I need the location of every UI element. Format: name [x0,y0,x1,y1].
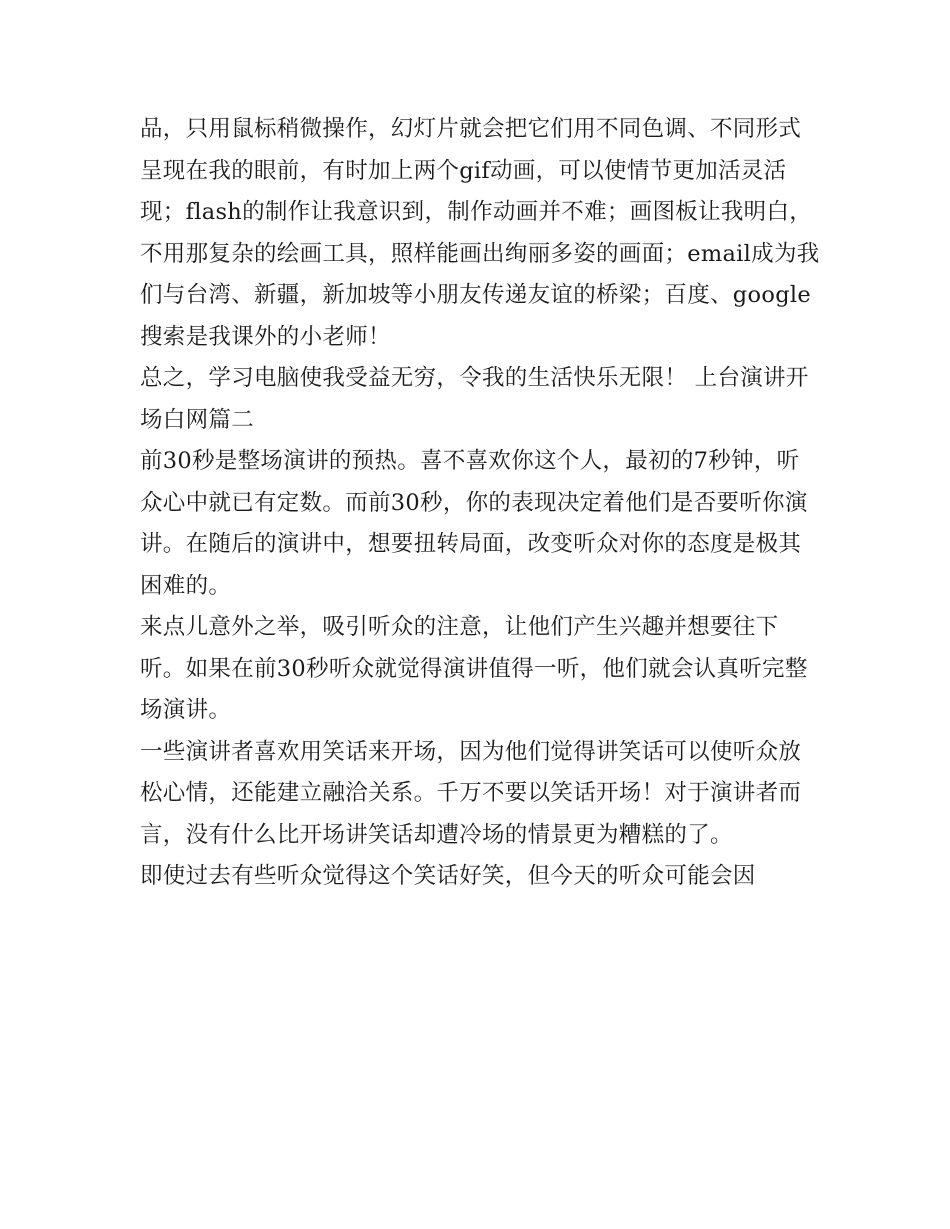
paragraph-surprise-opening: 来点儿意外之举，吸引听众的注意，让他们产生兴趣并想要往下听。如果在前30秒听众就觉得演讲值得一听，他们就会认真听完整场演讲。 [140,614,808,723]
paragraph-intro-continued: 品，只用鼠标稍微操作，幻灯片就会把它们用不同色调、不同形式呈现在我的眼前，有时加上两个gif动画，可以使情节更加活灵活现；flash的制作让我意识到，制作动画并不难；画图板让我明白，不用那复杂的绘画工具，照样能画出绚丽多姿的画面；email成为我们与台湾、新疆，新加坡等小朋友传递友谊的桥梁；百度、google搜索是我课外的小老师！ [140,116,820,350]
paragraph-joke-continued: 即使过去有些听众觉得这个笑话好笑，但今天的听众可能会因 [140,863,756,889]
paragraph-joke-opening: 一些演讲者喜欢用笑话来开场，因为他们觉得讲笑话可以使听众放松心情，还能建立融洽关系。千万不要以笑话开场！对于演讲者而言，没有什么比开场讲笑话却遭冷场的情景更为糟糕的了。 [140,738,802,848]
paragraph-summary-heading: 总之，学习电脑使我受益无穷，令我的生活快乐无限！ 上台演讲开场白网篇二 [140,365,809,433]
paragraph-first-30-seconds: 前30秒是整场演讲的预热。喜不喜欢你这个人，最初的7秒钟，听众心中就已有定数。而前30秒，你的表现决定着他们是否要听你演讲。在随后的演讲中，想要扭转局面，改变听众对你的态度是极其困难的。 [140,448,808,599]
document-page [140,109,820,898]
